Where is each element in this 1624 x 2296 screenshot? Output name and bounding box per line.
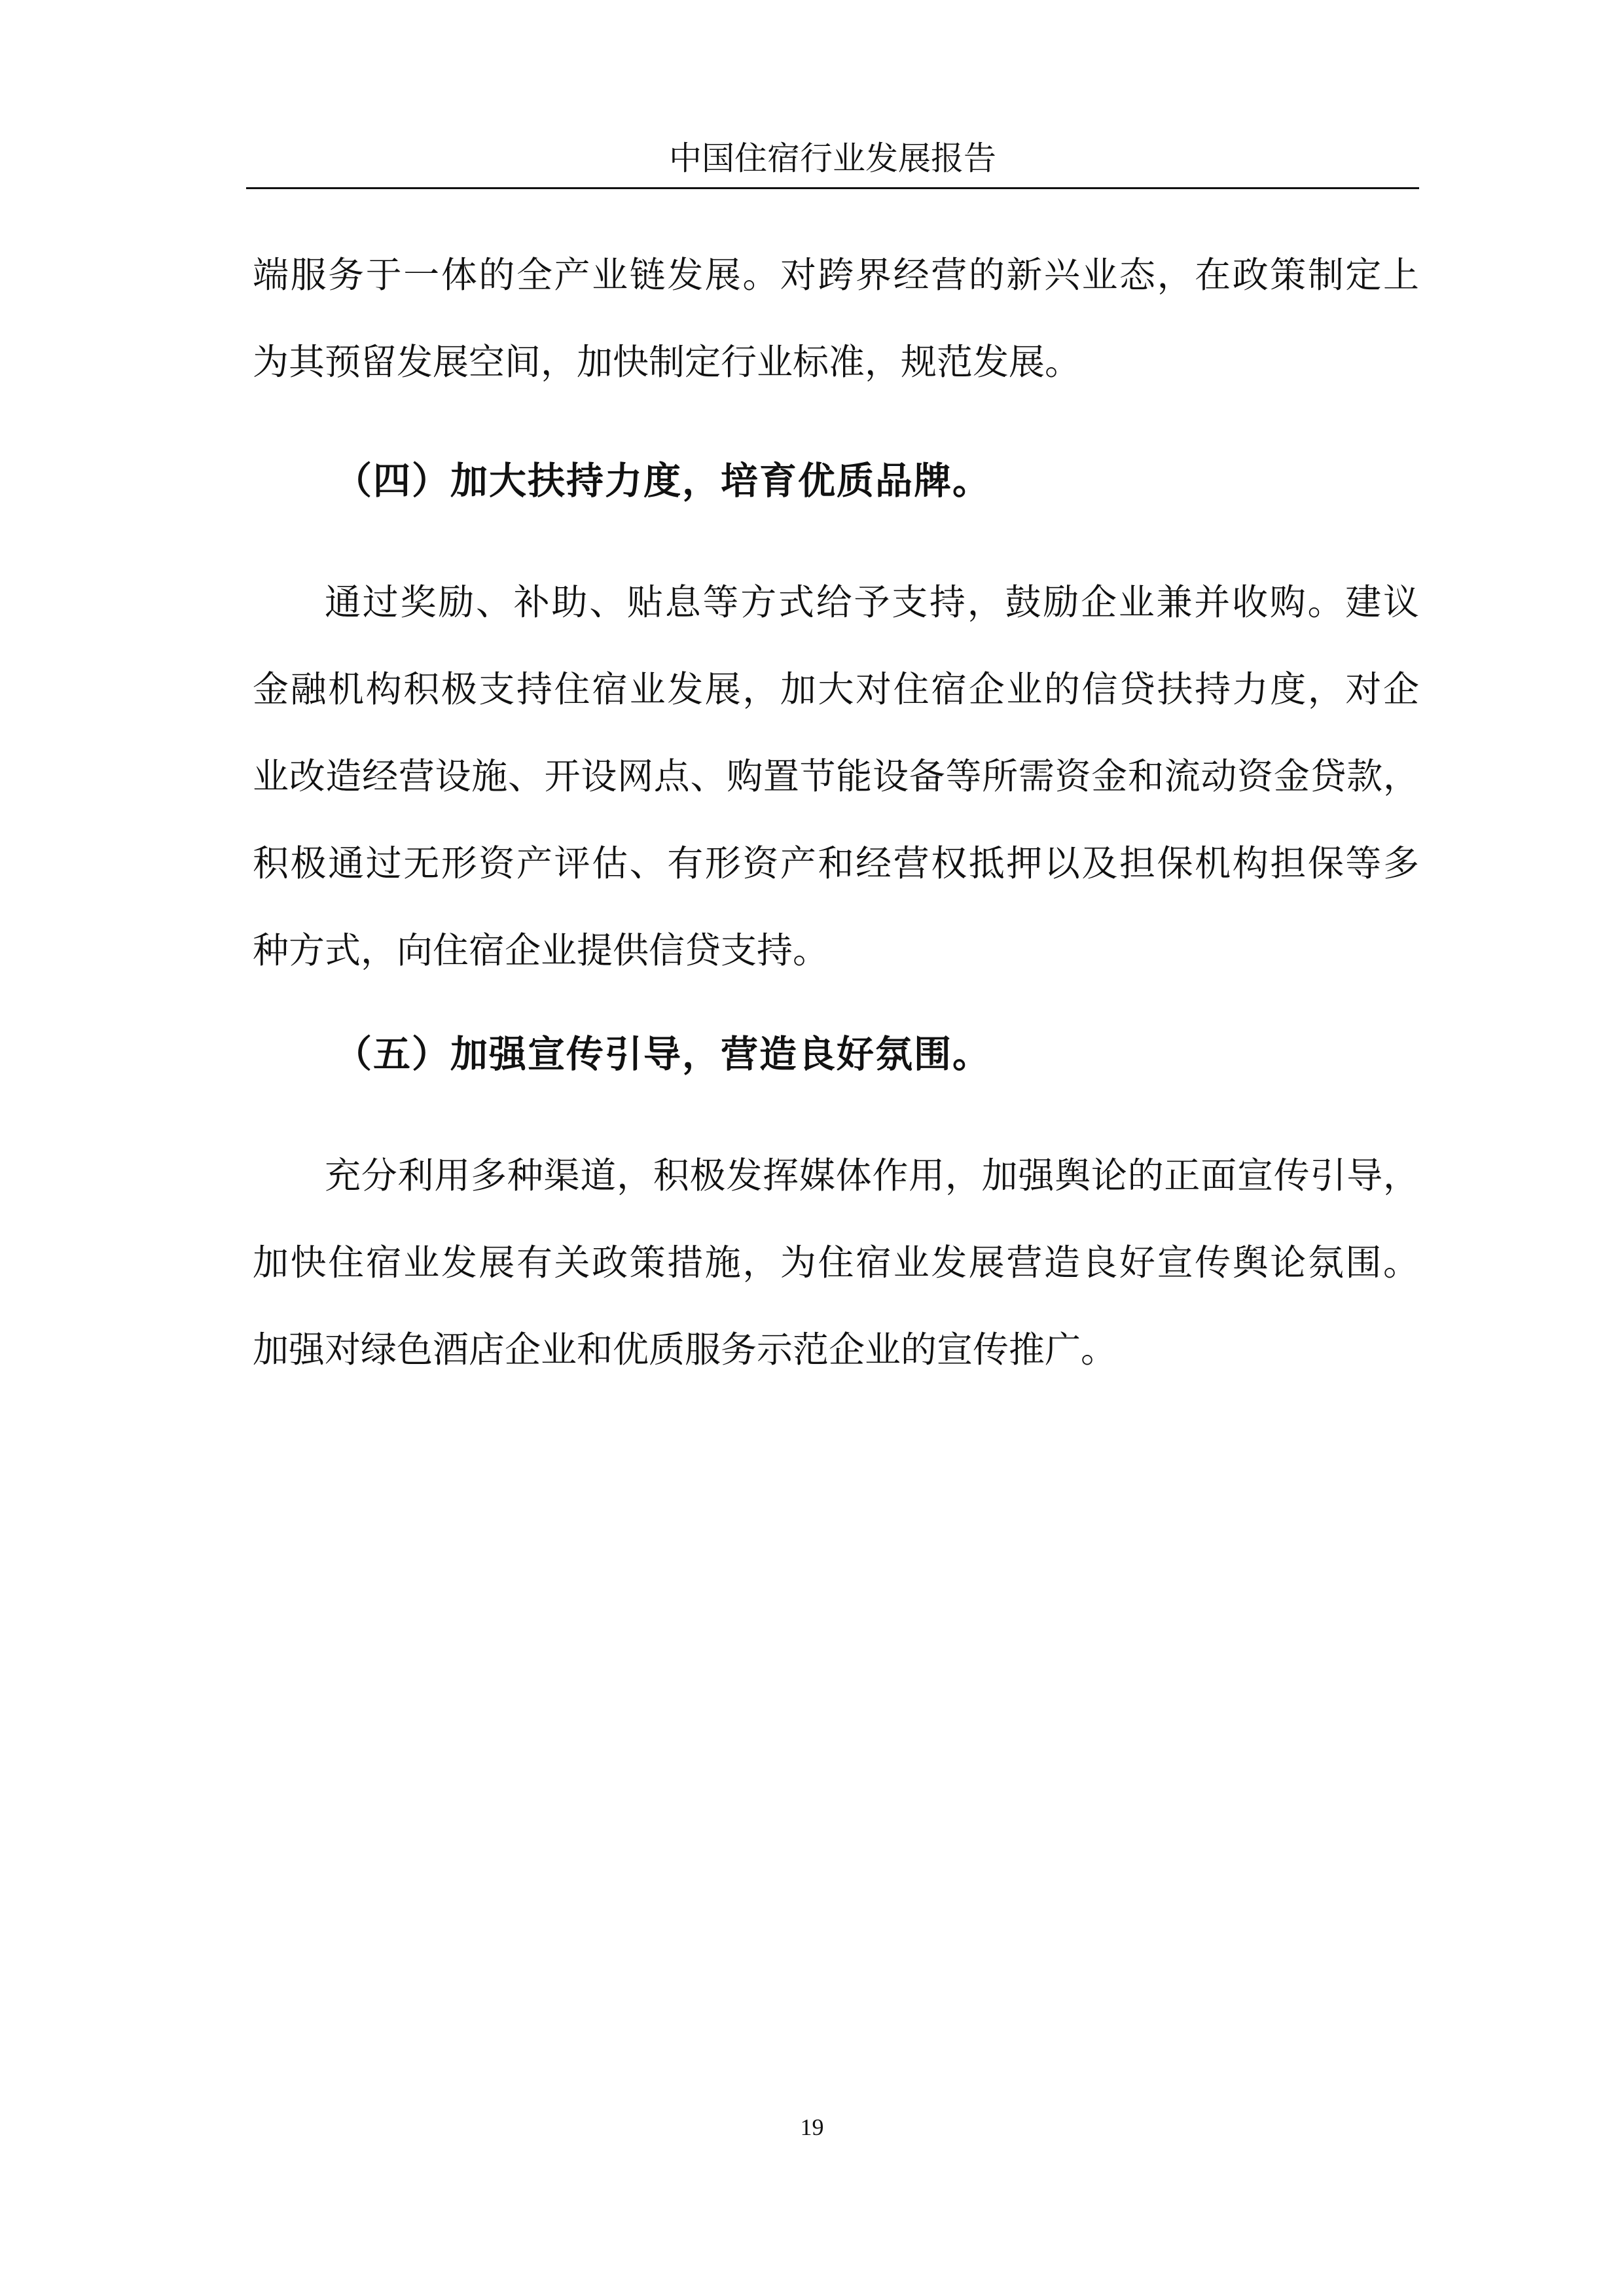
paragraph-publicity [253, 1132, 1419, 1393]
text-line: 通过奖励、补助、贴息等方式给予支持，鼓励企业兼并收购。建议 [325, 581, 1419, 623]
section-heading-4: （四）加大扶持力度，培育优质品牌。 [334, 459, 991, 503]
text-line: 充分利用多种渠道，积极发挥媒体作用，加强舆论的正面宣传引导， [325, 1155, 1419, 1196]
text-line: 加快住宿业发展有关政策措施，为住宿业发展营造良好宣传舆论氛围。 [253, 1242, 1419, 1283]
page-number: 19 [800, 2114, 824, 2140]
text-line: 为其预留发展空间，加快制定行业标准，规范发展。 [253, 341, 1081, 383]
text-line: 加强对绿色酒店企业和优质服务示范企业的宣传推广。 [253, 1329, 1117, 1371]
text-line: 积极通过无形资产评估、有形资产和经营权抵押以及担保机构担保等多 [253, 842, 1419, 884]
running-header-title: 中国住宿行业发展报告 [669, 139, 996, 177]
text-line: 金融机构积极支持住宿业发展，加大对住宿企业的信贷扶持力度，对企 [253, 668, 1419, 710]
text-line: 端服务于一体的全产业链发展。对跨界经营的新兴业态，在政策制定上 [253, 254, 1419, 296]
header-rule [246, 187, 1419, 189]
section-heading-5: （五）加强宣传引导，营造良好氛围。 [334, 1033, 991, 1076]
paragraph-continuation [253, 232, 1419, 406]
text-line: 种方式，向住宿企业提供信贷支持。 [253, 929, 829, 971]
text-line: 业改造经营设施、开设网点、购置节能设备等所需资金和流动资金贷款， [253, 755, 1419, 797]
paragraph-financial-support [253, 559, 1419, 994]
